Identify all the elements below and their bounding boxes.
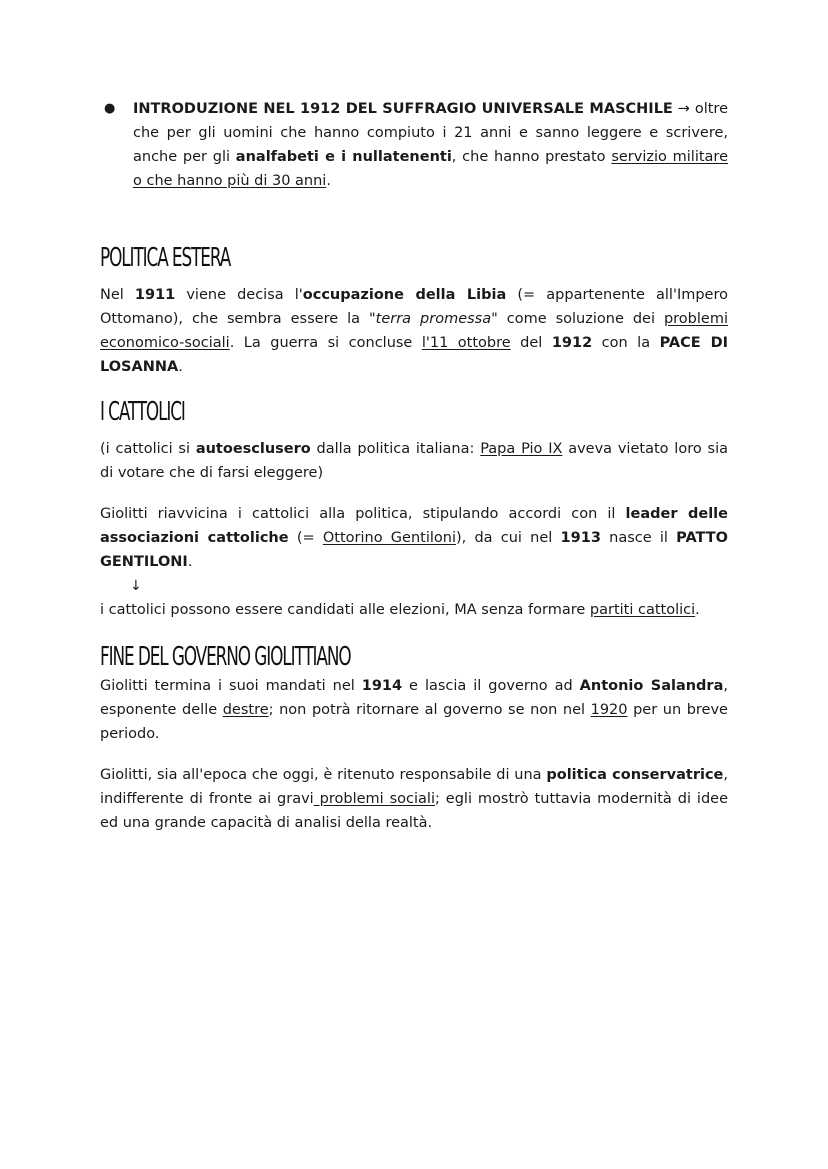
- paragraph-cattolici-intro: (i cattolici si autoesclusero dalla politica italiana: Papa Pio IX aveva vietato loro sia di votare che di farsi eleggere): [100, 441, 728, 481]
- heading-politica-estera: POLITICA ESTERA: [100, 243, 231, 273]
- paragraph-fine-mandati: Giolitti termina i suoi mandati nel 1914 e lascia il governo ad Antonio Salandra, esponente delle destre; non potrà ritornare al governo se non nel 1920 per un breve periodo.: [100, 678, 728, 742]
- bullet-text: INTRODUZIONE NEL 1912 DEL SUFFRAGIO UNIVERSALE MASCHILE → oltre che per gli uomini che hanno compiuto i 21 anni e sanno leggere e scrivere, anche per gli analfabeti e i nullatenenti, che hanno prestato servizio militare o che hanno più di 30 anni.: [133, 101, 728, 189]
- bullet-heading: INTRODUZIONE NEL 1912 DEL SUFFRAGIO UNIVERSALE MASCHILE: [133, 101, 673, 117]
- heading-fine-governo: FINE DEL GOVERNO GIOLITTIANO: [100, 642, 351, 672]
- paragraph-politica-estera: Nel 1911 viene decisa l'occupazione della Libia (= appartenente all'Impero Ottomano), che sembra essere la "terra promessa" come soluzione dei problemi economico-sociali. La guerra si concluse l'11 ottobre del 1912 con la PACE DI LOSANNA.: [100, 287, 728, 375]
- paragraph-cattolici-consequence: i cattolici possono essere candidati alle elezioni, MA senza formare partiti cattolici.: [100, 602, 700, 618]
- bullet-marker: ●: [104, 101, 116, 116]
- heading-cattolici: I CATTOLICI: [100, 397, 185, 427]
- underlined-servizio-militare: servizio militare o che hanno più di 30 anni: [133, 149, 728, 189]
- down-arrow-icon: ↓: [130, 578, 142, 594]
- bold-analfabeti: analfabeti e i nullatenenti: [235, 149, 452, 165]
- document-page: [100, 97, 728, 835]
- paragraph-patto-gentiloni: Giolitti riavvicina i cattolici alla politica, stipulando accordi con il leader delle associazioni cattoliche (= Ottorino Gentiloni), da cui nel 1913 nasce il PATTO GENTILONI.: [100, 506, 728, 570]
- bullet-suffragio: [100, 97, 728, 193]
- paragraph-giudizio-giolitti: Giolitti, sia all'epoca che oggi, è ritenuto responsabile di una politica conservatrice, indifferente di fronte ai gravi problemi sociali; egli mostrò tuttavia modernità di idee ed una grande capacità di analisi della realtà.: [100, 767, 728, 831]
